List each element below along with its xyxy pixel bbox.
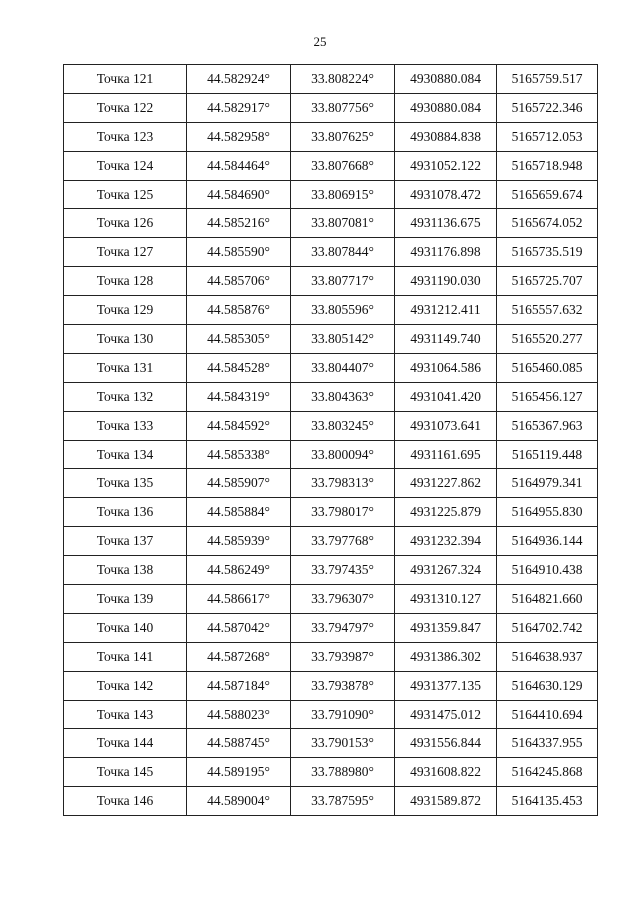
table-row — [64, 93, 598, 122]
x-coordinate-cell: 4931064.586 — [395, 353, 497, 382]
point-name-cell: Точка 126 — [64, 209, 187, 238]
y-coordinate-cell: 5164630.129 — [497, 671, 598, 700]
point-name-cell: Точка 121 — [64, 65, 187, 94]
x-coordinate-cell: 4931608.822 — [395, 758, 497, 787]
latitude-cell: 44.585338° — [187, 440, 291, 469]
longitude-cell: 33.806915° — [291, 180, 395, 209]
x-coordinate-cell: 4931589.872 — [395, 787, 497, 816]
latitude-cell: 44.584690° — [187, 180, 291, 209]
x-coordinate-cell: 4931176.898 — [395, 238, 497, 267]
longitude-cell: 33.803245° — [291, 411, 395, 440]
longitude-cell: 33.805142° — [291, 325, 395, 354]
latitude-cell: 44.585884° — [187, 498, 291, 527]
table-row — [64, 585, 598, 614]
y-coordinate-cell: 5165674.052 — [497, 209, 598, 238]
table-row — [64, 556, 598, 585]
point-name-cell: Точка 133 — [64, 411, 187, 440]
table-row — [64, 151, 598, 180]
table-row — [64, 729, 598, 758]
y-coordinate-cell: 5164936.144 — [497, 527, 598, 556]
latitude-cell: 44.589004° — [187, 787, 291, 816]
longitude-cell: 33.788980° — [291, 758, 395, 787]
longitude-cell: 33.807756° — [291, 93, 395, 122]
y-coordinate-cell: 5165557.632 — [497, 296, 598, 325]
table-row — [64, 382, 598, 411]
point-name-cell: Точка 128 — [64, 267, 187, 296]
x-coordinate-cell: 4931149.740 — [395, 325, 497, 354]
y-coordinate-cell: 5165456.127 — [497, 382, 598, 411]
latitude-cell: 44.582958° — [187, 122, 291, 151]
longitude-cell: 33.796307° — [291, 585, 395, 614]
y-coordinate-cell: 5165735.519 — [497, 238, 598, 267]
x-coordinate-cell: 4931475.012 — [395, 700, 497, 729]
longitude-cell: 33.793878° — [291, 671, 395, 700]
point-name-cell: Точка 127 — [64, 238, 187, 267]
x-coordinate-cell: 4931267.324 — [395, 556, 497, 585]
point-name-cell: Точка 123 — [64, 122, 187, 151]
longitude-cell: 33.807844° — [291, 238, 395, 267]
point-name-cell: Точка 141 — [64, 642, 187, 671]
table-row — [64, 180, 598, 209]
longitude-cell: 33.797768° — [291, 527, 395, 556]
longitude-cell: 33.805596° — [291, 296, 395, 325]
latitude-cell: 44.585939° — [187, 527, 291, 556]
latitude-cell: 44.586617° — [187, 585, 291, 614]
point-name-cell: Точка 140 — [64, 613, 187, 642]
point-name-cell: Точка 131 — [64, 353, 187, 382]
y-coordinate-cell: 5165460.085 — [497, 353, 598, 382]
x-coordinate-cell: 4931232.394 — [395, 527, 497, 556]
longitude-cell: 33.804407° — [291, 353, 395, 382]
y-coordinate-cell: 5164955.830 — [497, 498, 598, 527]
x-coordinate-cell: 4931041.420 — [395, 382, 497, 411]
latitude-cell: 44.586249° — [187, 556, 291, 585]
x-coordinate-cell: 4931212.411 — [395, 296, 497, 325]
y-coordinate-cell: 5165725.707 — [497, 267, 598, 296]
longitude-cell: 33.791090° — [291, 700, 395, 729]
y-coordinate-cell: 5165520.277 — [497, 325, 598, 354]
x-coordinate-cell: 4931136.675 — [395, 209, 497, 238]
x-coordinate-cell: 4931386.302 — [395, 642, 497, 671]
point-name-cell: Точка 124 — [64, 151, 187, 180]
y-coordinate-cell: 5165367.963 — [497, 411, 598, 440]
latitude-cell: 44.584464° — [187, 151, 291, 180]
y-coordinate-cell: 5164910.438 — [497, 556, 598, 585]
latitude-cell: 44.582917° — [187, 93, 291, 122]
longitude-cell: 33.787595° — [291, 787, 395, 816]
y-coordinate-cell: 5164821.660 — [497, 585, 598, 614]
latitude-cell: 44.588745° — [187, 729, 291, 758]
x-coordinate-cell: 4931227.862 — [395, 469, 497, 498]
x-coordinate-cell: 4931556.844 — [395, 729, 497, 758]
x-coordinate-cell: 4931073.641 — [395, 411, 497, 440]
point-name-cell: Точка 134 — [64, 440, 187, 469]
table-row — [64, 122, 598, 151]
point-name-cell: Точка 144 — [64, 729, 187, 758]
y-coordinate-cell: 5164135.453 — [497, 787, 598, 816]
y-coordinate-cell: 5164638.937 — [497, 642, 598, 671]
longitude-cell: 33.794797° — [291, 613, 395, 642]
y-coordinate-cell: 5165722.346 — [497, 93, 598, 122]
latitude-cell: 44.585907° — [187, 469, 291, 498]
latitude-cell: 44.589195° — [187, 758, 291, 787]
point-name-cell: Точка 139 — [64, 585, 187, 614]
point-name-cell: Точка 129 — [64, 296, 187, 325]
y-coordinate-cell: 5165119.448 — [497, 440, 598, 469]
x-coordinate-cell: 4930880.084 — [395, 65, 497, 94]
latitude-cell: 44.585706° — [187, 267, 291, 296]
x-coordinate-cell: 4931161.695 — [395, 440, 497, 469]
table-row — [64, 642, 598, 671]
latitude-cell: 44.585590° — [187, 238, 291, 267]
x-coordinate-cell: 4931310.127 — [395, 585, 497, 614]
point-name-cell: Точка 125 — [64, 180, 187, 209]
y-coordinate-cell: 5164337.955 — [497, 729, 598, 758]
table-row — [64, 613, 598, 642]
table-row — [64, 671, 598, 700]
x-coordinate-cell: 4931225.879 — [395, 498, 497, 527]
latitude-cell: 44.587268° — [187, 642, 291, 671]
page-number: 25 — [313, 34, 327, 49]
latitude-cell: 44.587042° — [187, 613, 291, 642]
latitude-cell: 44.588023° — [187, 700, 291, 729]
table-row — [64, 440, 598, 469]
longitude-cell: 33.807625° — [291, 122, 395, 151]
x-coordinate-cell: 4931190.030 — [395, 267, 497, 296]
table-row — [64, 65, 598, 94]
point-name-cell: Точка 143 — [64, 700, 187, 729]
table-row — [64, 758, 598, 787]
latitude-cell: 44.584592° — [187, 411, 291, 440]
table-row — [64, 469, 598, 498]
latitude-cell: 44.582924° — [187, 65, 291, 94]
longitude-cell: 33.797435° — [291, 556, 395, 585]
longitude-cell: 33.804363° — [291, 382, 395, 411]
longitude-cell: 33.807668° — [291, 151, 395, 180]
point-name-cell: Точка 132 — [64, 382, 187, 411]
y-coordinate-cell: 5164245.868 — [497, 758, 598, 787]
x-coordinate-cell: 4931359.847 — [395, 613, 497, 642]
table-row — [64, 527, 598, 556]
longitude-cell: 33.808224° — [291, 65, 395, 94]
latitude-cell: 44.587184° — [187, 671, 291, 700]
point-name-cell: Точка 135 — [64, 469, 187, 498]
table-row — [64, 296, 598, 325]
latitude-cell: 44.585216° — [187, 209, 291, 238]
x-coordinate-cell: 4931377.135 — [395, 671, 497, 700]
table-row — [64, 325, 598, 354]
y-coordinate-cell: 5165712.053 — [497, 122, 598, 151]
y-coordinate-cell: 5165718.948 — [497, 151, 598, 180]
table-row — [64, 700, 598, 729]
point-name-cell: Точка 137 — [64, 527, 187, 556]
point-name-cell: Точка 142 — [64, 671, 187, 700]
coordinates-table — [63, 64, 598, 816]
x-coordinate-cell: 4930884.838 — [395, 122, 497, 151]
point-name-cell: Точка 145 — [64, 758, 187, 787]
longitude-cell: 33.807081° — [291, 209, 395, 238]
longitude-cell: 33.798017° — [291, 498, 395, 527]
point-name-cell: Точка 136 — [64, 498, 187, 527]
coordinates-table-body — [64, 65, 598, 816]
x-coordinate-cell: 4931078.472 — [395, 180, 497, 209]
point-name-cell: Точка 130 — [64, 325, 187, 354]
y-coordinate-cell: 5165659.674 — [497, 180, 598, 209]
point-name-cell: Точка 122 — [64, 93, 187, 122]
latitude-cell: 44.584528° — [187, 353, 291, 382]
longitude-cell: 33.800094° — [291, 440, 395, 469]
latitude-cell: 44.584319° — [187, 382, 291, 411]
latitude-cell: 44.585305° — [187, 325, 291, 354]
table-row — [64, 209, 598, 238]
x-coordinate-cell: 4930880.084 — [395, 93, 497, 122]
y-coordinate-cell: 5164979.341 — [497, 469, 598, 498]
longitude-cell: 33.798313° — [291, 469, 395, 498]
table-row — [64, 787, 598, 816]
y-coordinate-cell: 5164410.694 — [497, 700, 598, 729]
x-coordinate-cell: 4931052.122 — [395, 151, 497, 180]
table-row — [64, 411, 598, 440]
latitude-cell: 44.585876° — [187, 296, 291, 325]
y-coordinate-cell: 5165759.517 — [497, 65, 598, 94]
table-row — [64, 498, 598, 527]
table-row — [64, 353, 598, 382]
longitude-cell: 33.807717° — [291, 267, 395, 296]
y-coordinate-cell: 5164702.742 — [497, 613, 598, 642]
table-row — [64, 267, 598, 296]
point-name-cell: Точка 146 — [64, 787, 187, 816]
longitude-cell: 33.790153° — [291, 729, 395, 758]
point-name-cell: Точка 138 — [64, 556, 187, 585]
longitude-cell: 33.793987° — [291, 642, 395, 671]
table-row — [64, 238, 598, 267]
